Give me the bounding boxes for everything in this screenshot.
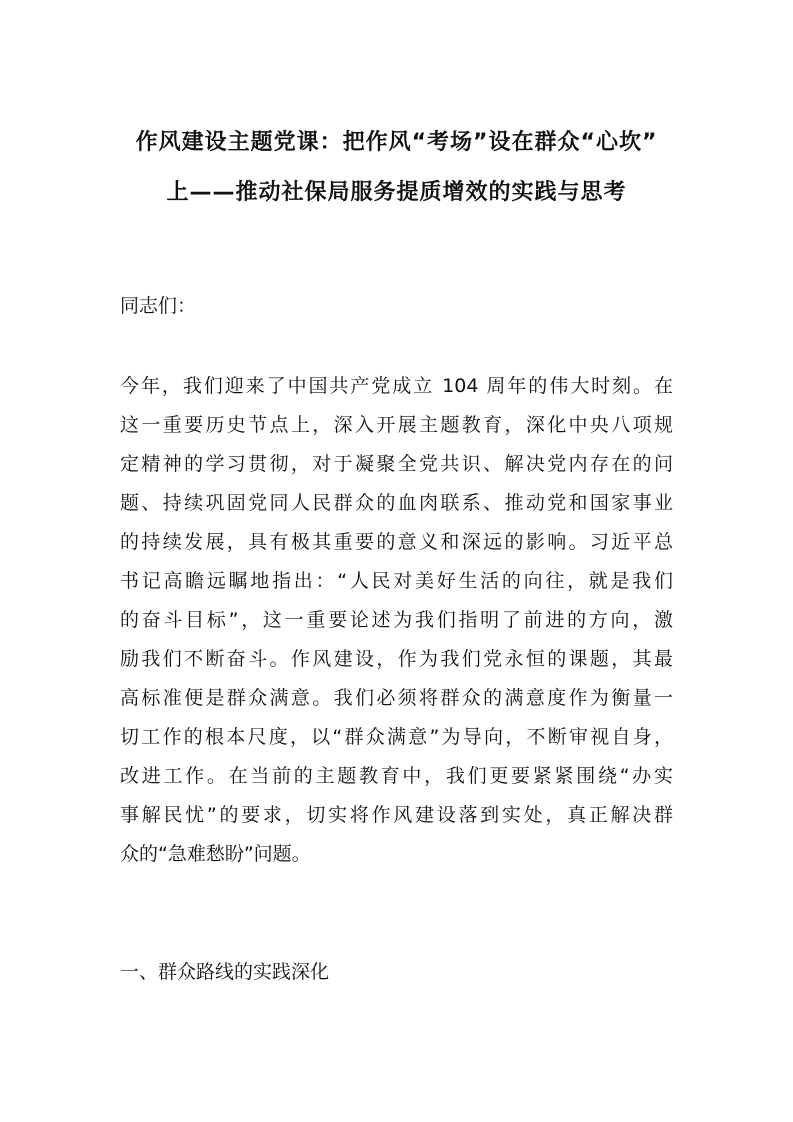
section-heading-1: 一、群众路线的实践深化	[120, 961, 330, 983]
paragraph-line: 切工作的根本尺度，以“群众满意”为导向，不断审视自身，	[120, 726, 673, 748]
paragraph-line: 这一重要历史节点上，深入开展主题教育，深化中央八项规	[120, 414, 673, 436]
paragraph-line: 的奋斗目标”，这一重要论述为我们指明了前进的方向，激	[120, 609, 673, 631]
document-title-line-1: 作风建设主题党课：把作风“考场”设在群众“心坎”	[135, 130, 658, 155]
paragraph-line: 事解民忧”的要求，切实将作风建设落到实处，真正解决群	[120, 804, 673, 826]
paragraph-line: 改进工作。在当前的主题教育中，我们更要紧紧围绕“办实	[120, 765, 673, 787]
paragraph-line: 定精神的学习贯彻，对于凝聚全党共识、解决党内存在的问	[120, 453, 673, 475]
paragraph-line: 高标准便是群众满意。我们必须将群众的满意度作为衡量一	[120, 687, 673, 709]
document-title-line-2: 上——推动社保局服务提质增效的实践与思考	[166, 180, 627, 205]
paragraph-line: 题、持续巩固党同人民群众的血肉联系、推动党和国家事业	[120, 492, 673, 514]
paragraph-line: 众的“急难愁盼”问题。	[120, 843, 311, 865]
paragraph-line: 书记高瞻远瞩地指出：“人民对美好生活的向往，就是我们	[120, 570, 673, 592]
paragraph-line: 今年，我们迎来了中国共产党成立 104 周年的伟大时刻。在	[120, 375, 673, 397]
paragraph-line: 的持续发展，具有极其重要的意义和深远的影响。习近平总	[120, 531, 673, 553]
salutation: 同志们：	[120, 295, 197, 317]
paragraph-line: 励我们不断奋斗。作风建设，作为我们党永恒的课题，其最	[120, 648, 673, 670]
